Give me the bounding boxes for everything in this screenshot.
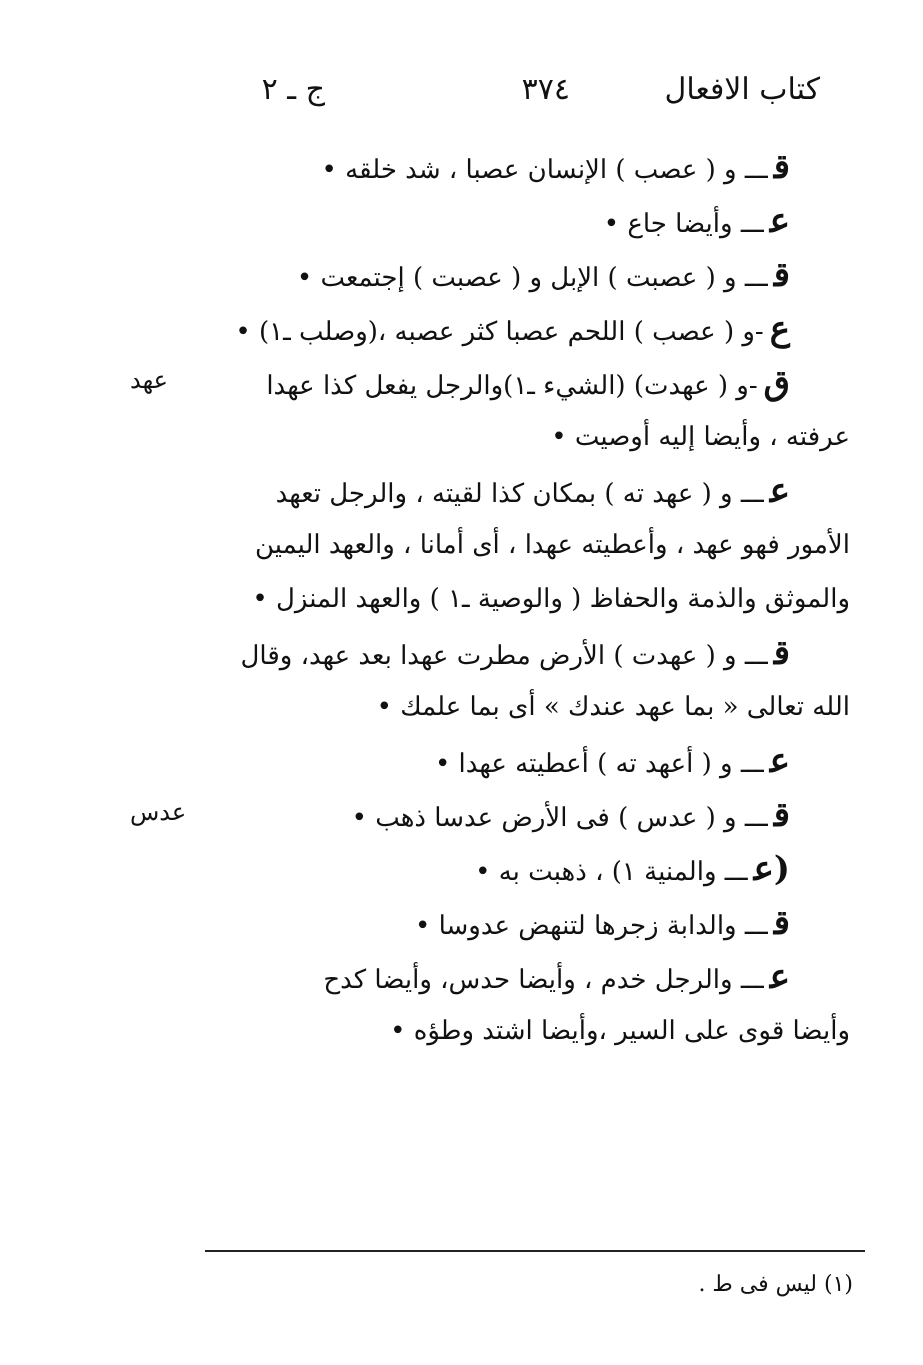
- line-text: ـــ والدابة زجرها لتنهض عدوسا •: [414, 911, 768, 941]
- line-text: الأمور فهو عهد ، وأعطيته عهدا ، أى أمانا ، والعهد اليمين: [254, 530, 850, 560]
- footnote: (١) ليس فى ط .: [698, 1272, 853, 1297]
- footnote-divider: [205, 1250, 865, 1252]
- entry-marker: (ع: [753, 849, 790, 889]
- text-line: [205, 248, 850, 302]
- text-line: [205, 410, 850, 464]
- line-text: ـــ والرجل خدم ، وأيضا حدس، وأيضا كدح: [323, 965, 764, 995]
- text-line: [205, 356, 850, 410]
- margin-headword: عدس: [130, 798, 187, 826]
- text-line: [205, 680, 850, 734]
- text-line: [205, 626, 850, 680]
- margin-headword: عهد: [130, 366, 168, 394]
- line-text: ـــ و ( عصبت ) الإبل و ( عصبت ) إجتمعت •: [296, 263, 768, 293]
- main-text: [205, 140, 850, 1058]
- line-text: وأيضا قوى على السير ،وأيضا اشتد وطؤه •: [390, 1016, 850, 1046]
- text-line: [205, 140, 850, 194]
- text-line: [205, 950, 850, 1004]
- entry-marker: ع: [769, 471, 790, 511]
- text-line: [205, 1004, 850, 1058]
- line-text: عرفته ، وأيضا إليه أوصيت •: [551, 422, 850, 452]
- line-text: ـــ و ( عصب ) الإنسان عصبا ، شد خلقه •: [321, 155, 768, 185]
- line-text: ـــ و ( أعهد ته ) أعطيته عهدا •: [434, 749, 764, 779]
- text-line: [205, 194, 850, 248]
- line-text: والموثق والذمة والحفاظ ( والوصية ـ١ ) والعهد المنزل •: [252, 584, 850, 614]
- line-text: ـــ وأيضا جاع •: [603, 209, 764, 239]
- text-line: [205, 896, 850, 950]
- text-line: [205, 518, 850, 572]
- entry-marker: ق: [773, 633, 790, 673]
- volume-part: ج ـ ٢: [261, 72, 325, 107]
- entry-marker: ع: [769, 201, 790, 241]
- line-text: ـــ و ( عهد ته ) بمكان كذا لقيته ، والرجل تعهد: [275, 479, 764, 509]
- line-text: الله تعالى « بما عهد عندك » أى بما علمك •: [376, 692, 850, 722]
- page-header: [220, 72, 820, 122]
- entry-marker: ق: [773, 903, 790, 943]
- text-line: [205, 788, 850, 842]
- entry-marker: ع: [769, 741, 790, 781]
- entry-marker: ق: [773, 795, 790, 835]
- line-text: -و ( عهدت) (الشيء ـ١)والرجل يفعل كذا عهدا: [266, 371, 758, 401]
- book-title: كتاب الافعال: [664, 72, 820, 107]
- entry-marker: ع: [769, 957, 790, 997]
- text-line: [205, 734, 850, 788]
- line-text: -و ( عصب ) اللحم عصبا كثر عصبه ،(وصلب ـ١) •: [235, 317, 764, 347]
- line-text: ـــ و ( عهدت ) الأرض مطرت عهدا بعد عهد، وقال: [240, 641, 768, 671]
- page-number: ٣٧٤: [521, 72, 570, 107]
- text-line: [205, 464, 850, 518]
- text-line: [205, 842, 850, 896]
- line-text: ـــ و ( عدس ) فى الأرض عدسا ذهب •: [351, 803, 768, 833]
- text-line: [205, 302, 850, 356]
- entry-marker: ع: [769, 309, 790, 349]
- text-line: [205, 572, 850, 626]
- line-text: ـــ والمنية ١) ، ذهبت به •: [475, 857, 748, 887]
- entry-marker: ق: [773, 147, 790, 187]
- entry-marker: ق: [763, 363, 790, 403]
- entry-marker: ق: [773, 255, 790, 295]
